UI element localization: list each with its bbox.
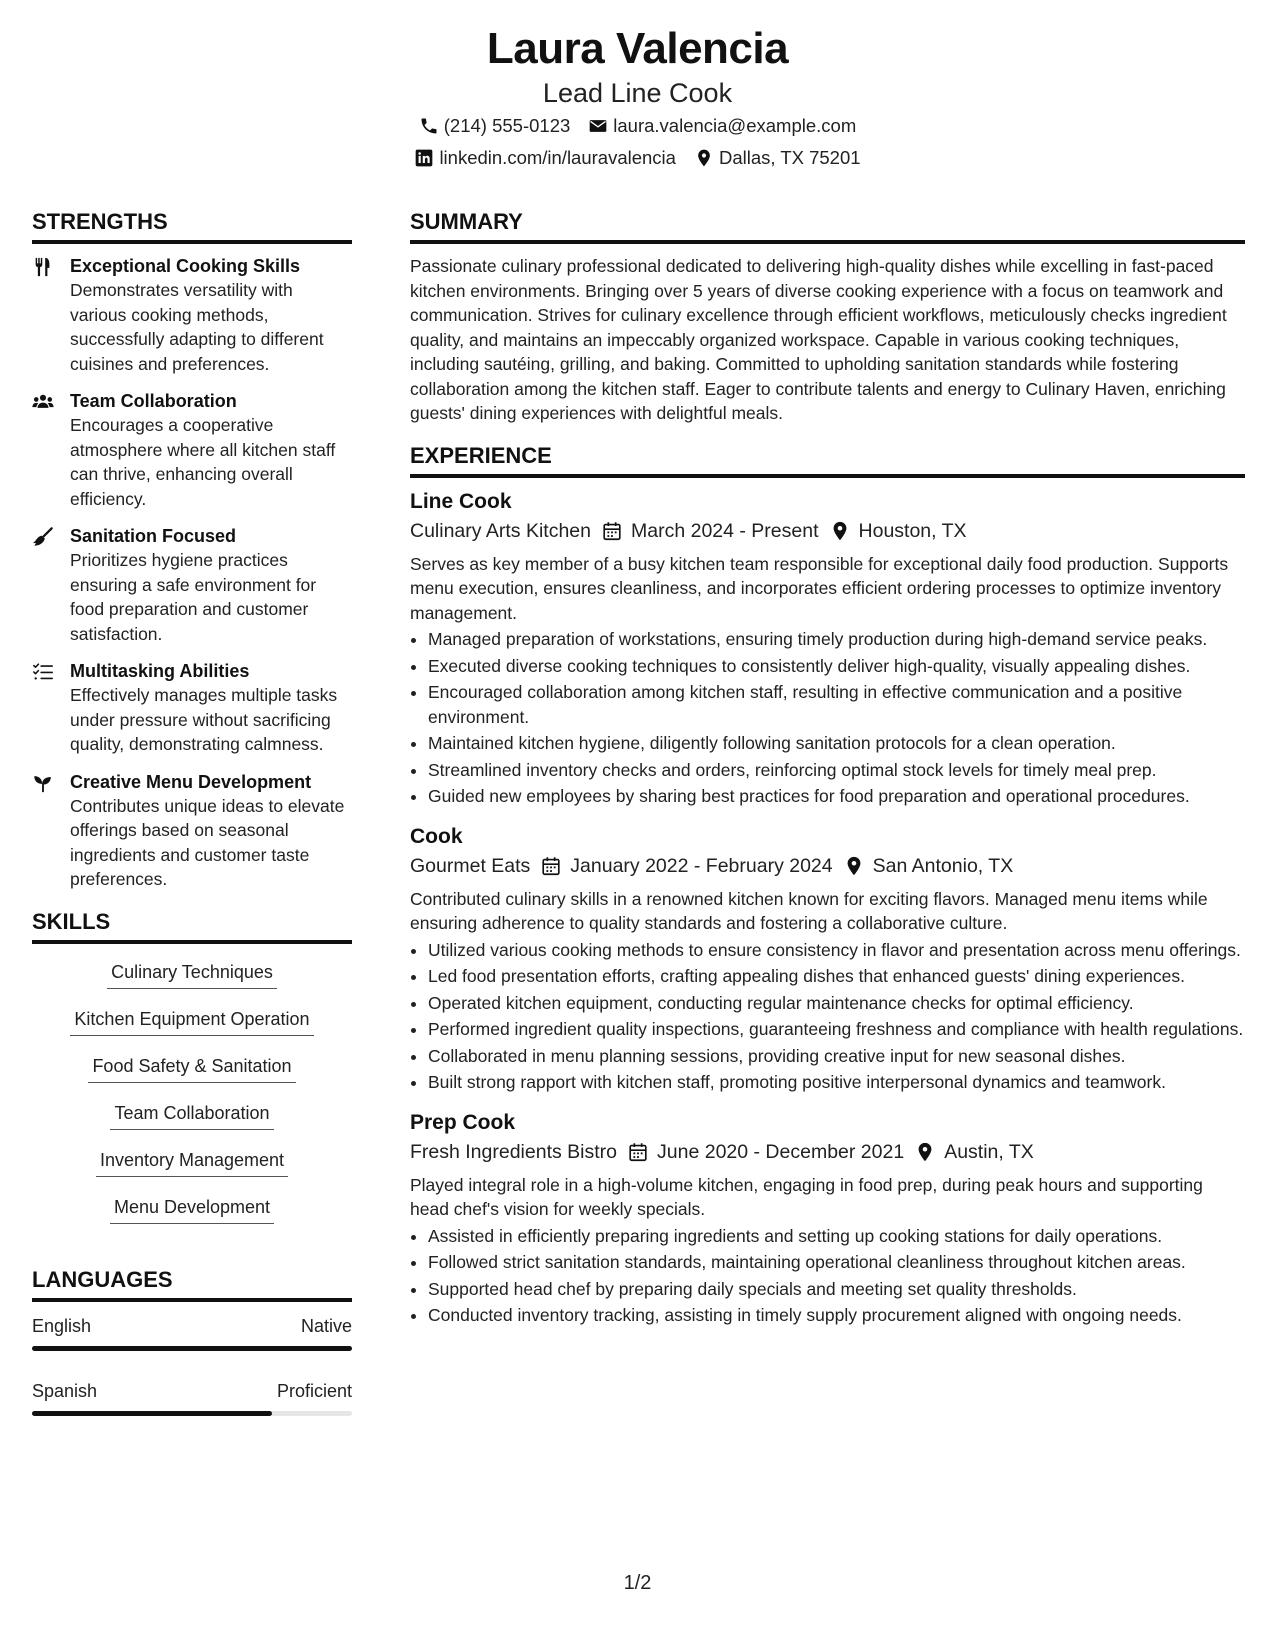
email-contact[interactable] [588, 110, 856, 142]
strength-item [32, 524, 352, 646]
candidate-name: Laura Valencia [486, 24, 789, 73]
right-column [410, 208, 1245, 1342]
candidate-title: Lead Line Cook [542, 78, 733, 108]
calendar-icon [627, 1141, 649, 1163]
email-text: laura.valencia@example.com [613, 115, 857, 136]
language-proficiency-bar [32, 1411, 352, 1416]
strength-item [32, 389, 352, 511]
strength-item [32, 254, 352, 376]
strength-title: Creative Menu Development [70, 771, 312, 792]
job-meta [410, 1137, 1245, 1167]
summary-text: Passionate culinary professional dedicated to delivering high-quality dishes while excelling in fast-paced kitchen environments. Bringing over 5 years of diverse cooking experience with a focus on teamwork and communication. Strives for culinary excellence through efficient workflows, meticulously checks ingredient quality, and maintains an impeccably organized workspace. Capable in various cooking techniques, including sautéing, grilling, and baking. Committed to upholding sanitation standards while fostering collaboration among the kitchen staff. Eager to contribute talents and energy to Culinary Haven, enriching guests' dining experiences with delightful meals. [410, 256, 1227, 423]
job-bullet: • Operated kitchen equipment, conducting regular maintenance checks for optimal efficiency. [428, 991, 1245, 1016]
list-check-icon [32, 659, 70, 757]
phone-text: (214) 555-0123 [443, 115, 571, 136]
location-text: Dallas, TX 75201 [718, 147, 861, 168]
strength-title: Team Collaboration [70, 391, 237, 411]
job-bullet: • Collaborated in menu planning sessions, providing creative input for new seasonal dishes. [428, 1044, 1245, 1069]
job-bullet: • Supported head chef by preparing daily specials and meeting set quality thresholds. [428, 1277, 1245, 1302]
language-name: Spanish [32, 1380, 98, 1401]
skill-item: Menu Development [110, 1189, 274, 1224]
skills-list [32, 954, 352, 1236]
job-description: Contributed culinary skills in a renowned kitchen known for exciting flavors. Managed menu items while ensuring adherence to quality standards and fostering a collaborative culture. [410, 888, 1208, 933]
job-bullets [410, 938, 1245, 1095]
language-name: English [32, 1315, 92, 1336]
job-company: Culinary Arts Kitchen [410, 519, 591, 542]
job-bullet: • Executed diverse cooking techniques to consistently deliver high-quality, visually appealing dishes. [428, 654, 1245, 679]
skills-heading: SKILLS [32, 908, 352, 944]
calendar-icon [601, 520, 623, 542]
job-company: Fresh Ingredients Bistro [410, 1140, 618, 1163]
map-pin-icon [694, 148, 714, 168]
strength-desc: Effectively manages multiple tasks under pressure without sacrificing quality, demonstrating calmness. [70, 685, 338, 754]
map-pin-icon [914, 1141, 936, 1163]
language-proficiency-bar [32, 1346, 352, 1351]
contact-row-1 [0, 110, 1275, 142]
map-pin-icon [843, 855, 865, 877]
job-bullets [410, 1224, 1245, 1328]
strength-desc: Contributes unique ideas to elevate offerings based on seasonal ingredients and customer taste preferences. [70, 795, 345, 889]
job-bullet: • Followed strict sanitation standards, maintaining operational cleanliness throughout kitchen areas. [428, 1250, 1245, 1275]
skill-item: Culinary Techniques [107, 954, 277, 989]
job-bullet: • Performed ingredient quality inspections, guaranteeing freshness and compliance with health regulations. [428, 1017, 1245, 1042]
job-company: Gourmet Eats [410, 854, 531, 877]
strength-item [32, 659, 352, 757]
strength-desc: Prioritizes hygiene practices ensuring a safe environment for food preparation and customer satisfaction. [70, 550, 317, 644]
utensils-icon [32, 254, 70, 376]
job-meta [410, 516, 1245, 546]
strength-title: Sanitation Focused [70, 526, 237, 546]
job-bullet: • Conducted inventory tracking, assisting in timely supply procurement aligned with ongoing needs. [428, 1303, 1245, 1328]
envelope-icon [588, 116, 608, 136]
map-pin-icon [829, 520, 851, 542]
languages-heading: LANGUAGES [32, 1266, 352, 1302]
job-title: Prep Cook [410, 1110, 516, 1134]
phone-icon [419, 116, 439, 136]
job-bullet: • Encouraged collaboration among kitchen staff, resulting in effective communication and a positive environment. [428, 680, 1245, 729]
job-bullet: • Maintained kitchen hygiene, diligently following sanitation protocols for a clean operation. [428, 731, 1245, 756]
users-icon [32, 389, 70, 511]
job-dates: January 2022 - February 2024 [570, 854, 833, 877]
job-entry [410, 488, 1245, 809]
job-bullet: • Led food presentation efforts, crafting appealing dishes that enhanced guests' dining experiences. [428, 964, 1245, 989]
job-title: Line Cook [410, 489, 512, 513]
language-level: Proficient [276, 1380, 352, 1401]
seedling-icon [32, 770, 70, 892]
job-location: Austin, TX [944, 1140, 1034, 1163]
linkedin-contact[interactable] [414, 142, 676, 174]
job-location: San Antonio, TX [872, 854, 1014, 877]
language-proficiency-fill [32, 1346, 352, 1351]
experience-heading: EXPERIENCE [410, 442, 1245, 478]
job-bullet: • Guided new employees by sharing best practices for food preparation and operational procedures. [428, 784, 1245, 809]
job-bullet: • Built strong rapport with kitchen staff, promoting positive interpersonal dynamics and teamwork. [428, 1070, 1245, 1095]
job-bullet: • Managed preparation of workstations, ensuring timely production during high-demand service peaks. [428, 627, 1245, 652]
skill-item: Kitchen Equipment Operation [70, 1001, 313, 1036]
strength-title: Multitasking Abilities [70, 661, 250, 681]
phone-contact[interactable] [419, 110, 571, 142]
strength-title: Exceptional Cooking Skills [70, 256, 301, 276]
job-entry [410, 1109, 1245, 1328]
job-bullet: • Utilized various cooking methods to ensure consistency in flavor and presentation across menu offerings. [428, 938, 1245, 963]
job-dates: June 2020 - December 2021 [657, 1140, 905, 1163]
strength-desc: Encourages a cooperative atmosphere where all kitchen staff can thrive, enhancing overall efficiency. [70, 415, 336, 509]
language-item [32, 1314, 352, 1351]
job-bullet: • Assisted in efficiently preparing ingredients and setting up cooking stations for daily operations. [428, 1224, 1245, 1249]
strength-item [32, 770, 352, 892]
job-bullets [410, 627, 1245, 809]
job-entry [410, 823, 1245, 1095]
broom-icon [32, 524, 70, 646]
job-title: Cook [410, 824, 463, 848]
location-contact [694, 142, 861, 174]
calendar-icon [540, 855, 562, 877]
left-column [32, 208, 352, 1416]
strength-desc: Demonstrates versatility with various cooking methods, successfully adapting to different cuisines and preferences. [70, 280, 324, 374]
job-dates: March 2024 - Present [631, 519, 819, 542]
skill-item: Team Collaboration [110, 1095, 273, 1130]
summary-heading: SUMMARY [410, 208, 1245, 244]
job-meta [410, 851, 1245, 881]
job-description: Played integral role in a high-volume kitchen, engaging in food prep, during peak hours and supporting head chef's vision for weekly specials. [410, 1174, 1203, 1219]
page-number: 1/2 [623, 1572, 652, 1594]
linkedin-icon [414, 148, 434, 168]
linkedin-text: linkedin.com/in/lauravalencia [439, 147, 676, 168]
job-description: Serves as key member of a busy kitchen team responsible for exceptional daily food production. Supports menu execution, ensures cleanliness, and incorporates efficient ordering processes to optimize inventory management. [410, 553, 1229, 623]
resume-header [0, 22, 1275, 174]
strengths-heading: STRENGTHS [32, 208, 352, 244]
job-bullet: • Streamlined inventory checks and orders, reinforcing optimal stock levels for timely meal prep. [428, 758, 1245, 783]
skill-item: Food Safety & Sanitation [88, 1048, 295, 1083]
language-level: Native [300, 1315, 352, 1336]
job-location: Houston, TX [858, 519, 967, 542]
language-proficiency-fill [32, 1411, 272, 1416]
skill-item: Inventory Management [96, 1142, 288, 1177]
contact-row-2 [0, 142, 1275, 174]
language-item [32, 1379, 352, 1416]
